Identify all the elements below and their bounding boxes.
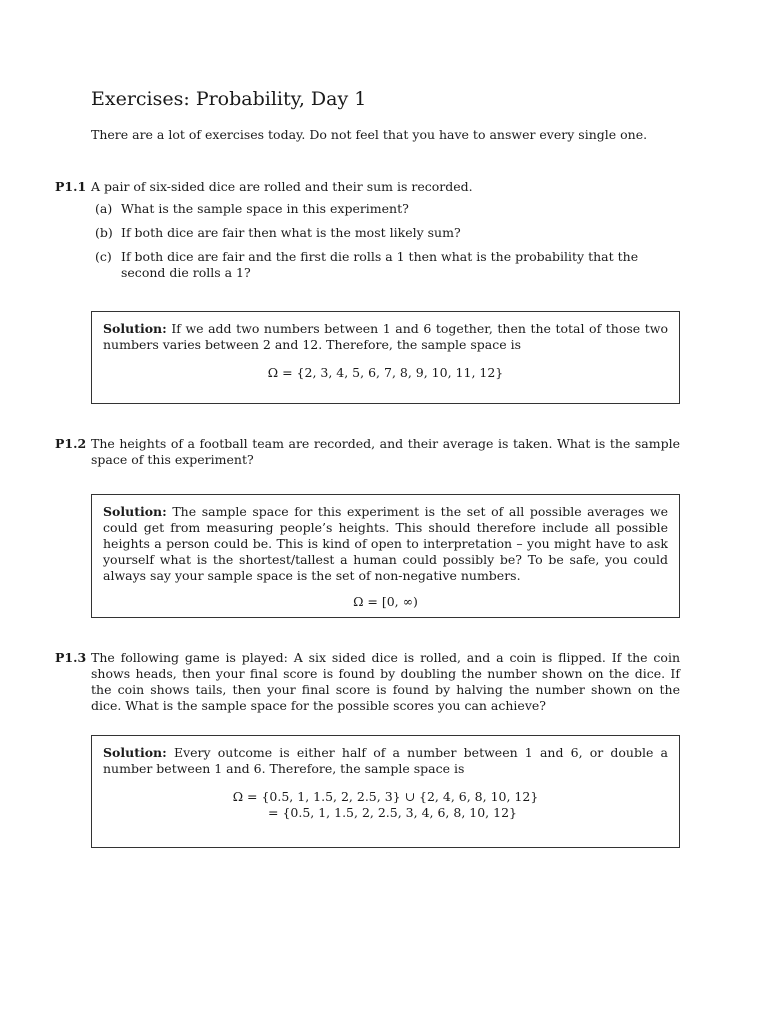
problem-2 [55,436,680,468]
part-a [95,201,680,217]
page-title: Exercises: Probability, Day 1 [91,88,367,110]
math-line: = {0.5, 1, 1.5, 2, 2.5, 3, 4, 6, 8, 10, 12} [268,805,517,820]
intro-text: There are a lot of exercises today. Do not feel that you have to answer every single one. [91,127,648,142]
problem-number: P1.3 [55,650,87,665]
solution-text: If we add two numbers between 1 and 6 together, then the total of those two numbers varies between 2 and 12. Therefore, the sample space is [103,321,668,352]
solution-text: The sample space for this experiment is the set of all possible averages we could get from measuring people’s heights. This should therefore include all possible heights a person could be. This is kind of open to interpretation – you might have to ask yourself what is the shortest/tallest a human could possibly be? To be safe, you could always say your sample space is the set of non-negative numbers. [103,504,668,583]
math-line: Ω = {2, 3, 4, 5, 6, 7, 8, 9, 10, 11, 12} [267,365,504,380]
problem-3 [55,650,680,714]
solution-label: Solution: [103,504,167,519]
problem-1 [55,179,680,289]
solution-math [103,594,668,610]
part-label: (c) [95,249,112,264]
problem-text: The heights of a football team are recorded, and their average is taken. What is the sample space of this experiment? [91,436,680,467]
part-b [95,225,680,241]
solution-text: Every outcome is either half of a number between 1 and 6, or double a number between 1 and 6. Therefore, the sample space is [103,745,669,776]
problem-number: P1.1 [55,179,87,194]
solution-box-2 [91,494,680,618]
solution-math [103,789,668,821]
solution-math [103,365,668,381]
part-label: (a) [95,201,113,216]
part-text: If both dice are fair then what is the most likely sum? [121,225,461,240]
problem-parts [95,201,680,281]
part-label: (b) [95,225,113,240]
part-text: What is the sample space in this experiment? [121,201,409,216]
math-line: Ω = {0.5, 1, 1.5, 2, 2.5, 3} ∪ {2, 4, 6, 8, 10, 12} [232,789,539,804]
problem-number: P1.2 [55,436,87,451]
math-line: Ω = [0, ∞) [353,594,418,609]
problem-text: A pair of six-sided dice are rolled and their sum is recorded. [91,179,473,194]
solution-box-3 [91,735,680,848]
problem-text: The following game is played: A six sided dice is rolled, and a coin is flipped. If the coin shows heads, then your final score is found by doubling the number shown on the dice. If the coin shows tails, then your final score is found by halving the number shown on the dice. What is the sample space for the possible scores you can achieve? [91,650,680,713]
solution-label: Solution: [103,745,167,760]
solution-label: Solution: [103,321,167,336]
part-text: If both dice are fair and the first die rolls a 1 then what is the probability that the second die rolls a 1? [121,249,639,280]
solution-box-1 [91,311,680,404]
part-c [95,249,680,281]
